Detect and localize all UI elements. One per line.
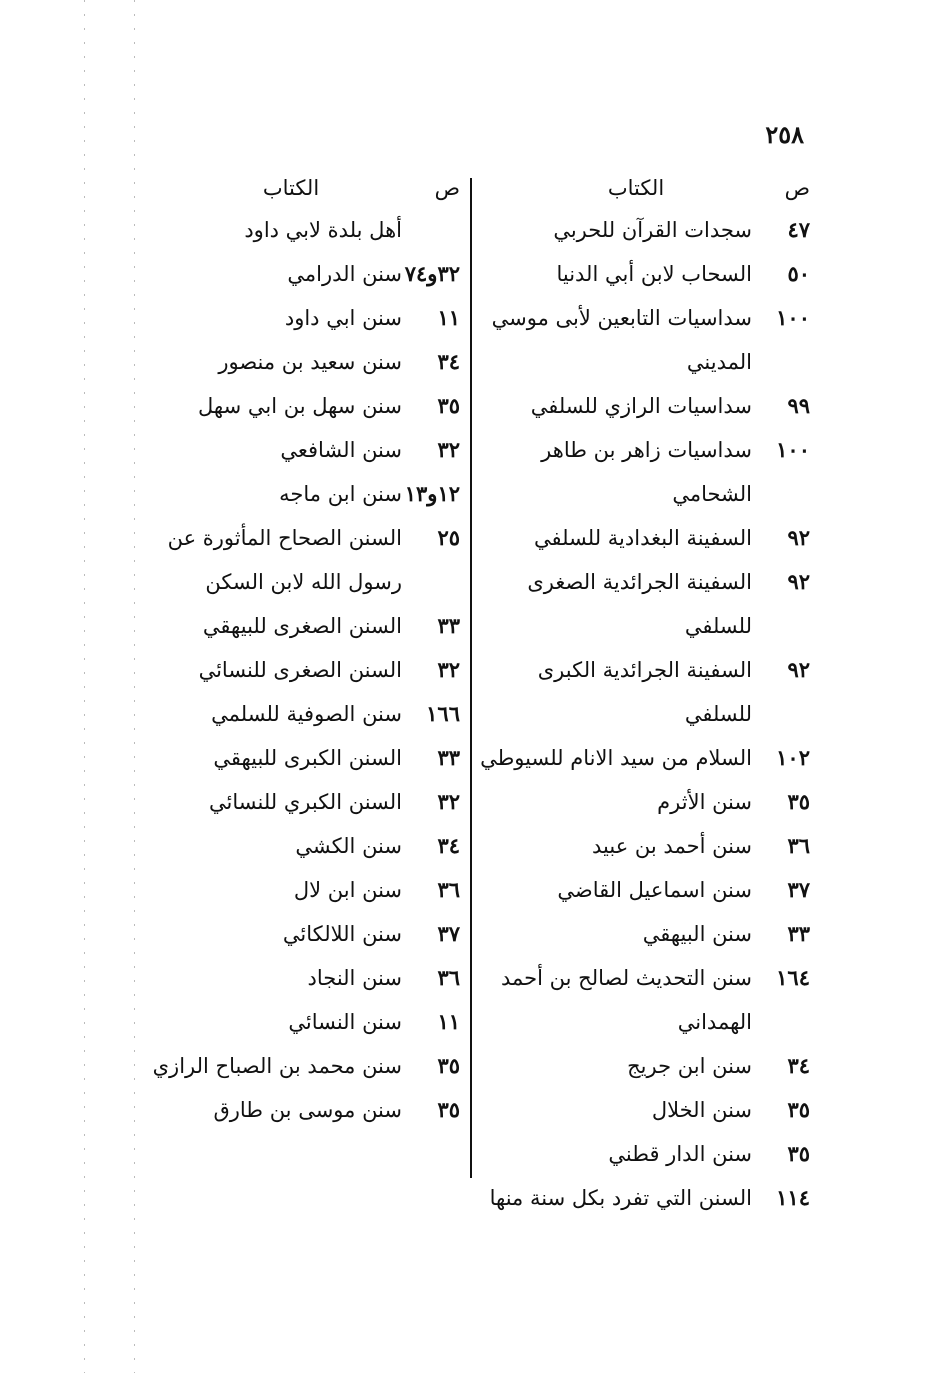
entry-page-number: ١٠٠: [776, 437, 810, 462]
book-column-label: الكتاب: [262, 176, 320, 200]
entry-book-title: سنن اللالكائي: [282, 922, 402, 946]
index-entry: [480, 1176, 810, 1220]
index-entry: [140, 1088, 460, 1132]
entry-book-title: أهل بلدة لابي داود: [244, 218, 402, 242]
index-entry: [140, 472, 460, 516]
entry-book-title: سنن الدرامي: [287, 262, 402, 286]
index-entry: [140, 340, 460, 384]
index-entry: [480, 208, 810, 252]
entry-page-number: ٣٦: [437, 877, 460, 902]
entry-book-title: سنن الكشي: [295, 834, 402, 858]
entry-page-number: ٣٤: [437, 349, 460, 374]
entry-book-title: سنن ابن جريج: [627, 1054, 752, 1078]
index-entry: [140, 604, 460, 648]
right-entry-list: [480, 208, 810, 1220]
entry-book-title: سنن التحديث لصالح بن أحمد الهمداني: [500, 966, 752, 1034]
entry-page-number: ٤٧: [787, 217, 810, 242]
entry-book-title: سنن ابن ماجه: [279, 482, 402, 506]
index-entry: [480, 824, 810, 868]
index-entry: [480, 736, 810, 780]
entry-page-number: ٣٢: [437, 789, 460, 814]
index-entry: [480, 912, 810, 956]
entry-page-number: ٩٢: [787, 569, 810, 594]
index-entry: [480, 780, 810, 824]
entry-page-number: ٣٤: [437, 833, 460, 858]
index-entry: [480, 868, 810, 912]
index-entry: [140, 252, 460, 296]
index-entry: [140, 516, 460, 604]
entry-page-number: ٢٥: [437, 525, 460, 550]
entry-book-title: سنن أحمد بن عبيد: [592, 834, 752, 858]
entry-page-number: ١٠٢: [776, 745, 810, 770]
page-number: ٢٥٨: [765, 120, 804, 149]
book-column-label: الكتاب: [607, 176, 665, 200]
left-entry-list: [140, 208, 460, 1132]
entry-page-number: ٣٧: [787, 877, 810, 902]
entry-book-title: سداسيات التابعين لأبى موسي المديني: [491, 306, 752, 374]
entry-book-title: السنن الصغرى للبيهقي: [202, 614, 402, 638]
entry-page-number: ٣٥: [787, 1141, 810, 1166]
index-entry: [140, 1044, 460, 1088]
entry-book-title: السحاب لابن أبي الدنيا: [556, 262, 752, 286]
entry-book-title: سنن الخلال: [651, 1098, 752, 1122]
entry-page-number: ٣٢: [437, 657, 460, 682]
entry-book-title: سنن ابن لال: [293, 878, 402, 902]
entry-page-number: ١٠٠: [776, 305, 810, 330]
entry-page-number: ١١: [437, 305, 460, 330]
entry-page-number: ٣٦: [437, 965, 460, 990]
entry-book-title: سنن النجاد: [307, 966, 402, 990]
index-entry: [480, 428, 810, 516]
index-entry: [480, 1132, 810, 1176]
page-column-label: ص: [434, 176, 460, 200]
entry-book-title: سنن الصوفية للسلمي: [211, 702, 402, 726]
scan-dots-left: [84, 0, 85, 1373]
entry-page-number: ١٦٤: [776, 965, 810, 990]
entry-page-number: ٣٣: [437, 613, 460, 638]
left-column-header: [140, 168, 460, 208]
entry-page-number: ٣٣: [787, 921, 810, 946]
entry-book-title: سنن سهل بن ابي سهل: [198, 394, 402, 418]
entry-book-title: السنن التي تفرد بكل سنة منها: [489, 1186, 752, 1210]
entry-book-title: سنن البيهقي: [642, 922, 752, 946]
entry-page-number: ٣٢: [437, 437, 460, 462]
index-entry: [140, 692, 460, 736]
column-divider: [470, 178, 472, 1178]
index-entry: [480, 252, 810, 296]
entry-page-number: ٩٩: [787, 393, 810, 418]
entry-page-number: ٣٥: [437, 393, 460, 418]
right-column-header: [480, 168, 810, 208]
index-entry: [140, 1000, 460, 1044]
entry-book-title: سنن محمد بن الصباح الرازي: [152, 1054, 402, 1078]
index-entry: [140, 912, 460, 956]
left-index-column: [140, 168, 460, 1132]
entry-book-title: سنن ابي داود: [284, 306, 402, 330]
index-entry: [480, 648, 810, 736]
entry-book-title: سنن موسى بن طارق: [213, 1098, 402, 1122]
index-entry: [140, 956, 460, 1000]
entry-book-title: السفينة الجرائدية الكبرى للسلفي: [537, 658, 752, 726]
entry-page-number: ١١٤: [776, 1185, 810, 1210]
index-entry: [140, 384, 460, 428]
entry-page-number: ٣٦: [787, 833, 810, 858]
entry-book-title: سنن الأثرم: [657, 790, 752, 814]
entry-book-title: السفينة الجرائدية الصغرى للسلفي: [527, 570, 752, 638]
entry-book-title: السنن الصحاح المأثورة عن رسول الله لابن السكن: [167, 526, 402, 594]
index-entry: [140, 208, 460, 252]
entry-book-title: السنن الصغرى للنسائي: [198, 658, 402, 682]
entry-page-number: ٥٠: [787, 261, 810, 286]
entry-book-title: السفينة البغدادية للسلفي: [533, 526, 752, 550]
entry-page-number: ٣٧: [437, 921, 460, 946]
index-entry: [140, 296, 460, 340]
index-entry: [480, 1088, 810, 1132]
index-entry: [480, 384, 810, 428]
entry-book-title: سنن الشافعي: [280, 438, 402, 462]
entry-book-title: السلام من سيد الانام للسيوطي: [480, 746, 752, 770]
entry-book-title: سداسيات الرازي للسلفي: [530, 394, 752, 418]
right-index-column: [480, 168, 810, 1220]
index-entry: [480, 956, 810, 1044]
entry-page-number: ١٦٦: [426, 701, 460, 726]
entry-page-number: ٣٥: [437, 1097, 460, 1122]
entry-page-number: ٣٥: [787, 789, 810, 814]
entry-page-number: ٣٥: [787, 1097, 810, 1122]
entry-book-title: سنن اسماعيل القاضي: [557, 878, 752, 902]
index-entry: [480, 1044, 810, 1088]
entry-page-number: ٩٢: [787, 525, 810, 550]
index-entry: [140, 648, 460, 692]
entry-book-title: سداسيات زاهر بن طاهر الشحامي: [541, 438, 752, 506]
entry-page-number: ٣٣: [437, 745, 460, 770]
entry-page-number: ٣٥: [437, 1053, 460, 1078]
entry-book-title: السنن الكبرى للبيهقي: [213, 746, 402, 770]
scan-dots-left-2: [134, 0, 135, 1373]
index-entry: [140, 868, 460, 912]
index-entry: [480, 516, 810, 560]
index-entry: [140, 736, 460, 780]
entry-page-number: ١٢و١٣: [404, 481, 460, 506]
index-entry: [140, 780, 460, 824]
entry-page-number: ٣٢و٧٤: [404, 261, 460, 286]
entry-book-title: سنن الدار قطني: [608, 1142, 752, 1166]
entry-book-title: سنن سعيد بن منصور: [218, 350, 402, 374]
index-entry: [480, 296, 810, 384]
index-entry: [140, 428, 460, 472]
entry-page-number: ٣٤: [787, 1053, 810, 1078]
entry-book-title: سجدات القرآن للحربي: [553, 218, 752, 242]
index-entry: [480, 560, 810, 648]
page-column-label: ص: [784, 176, 810, 200]
entry-book-title: السنن الكبري للنسائي: [209, 790, 402, 814]
index-entry: [140, 824, 460, 868]
entry-book-title: سنن النسائي: [288, 1010, 402, 1034]
entry-page-number: ٩٢: [787, 657, 810, 682]
entry-page-number: ١١: [437, 1009, 460, 1034]
